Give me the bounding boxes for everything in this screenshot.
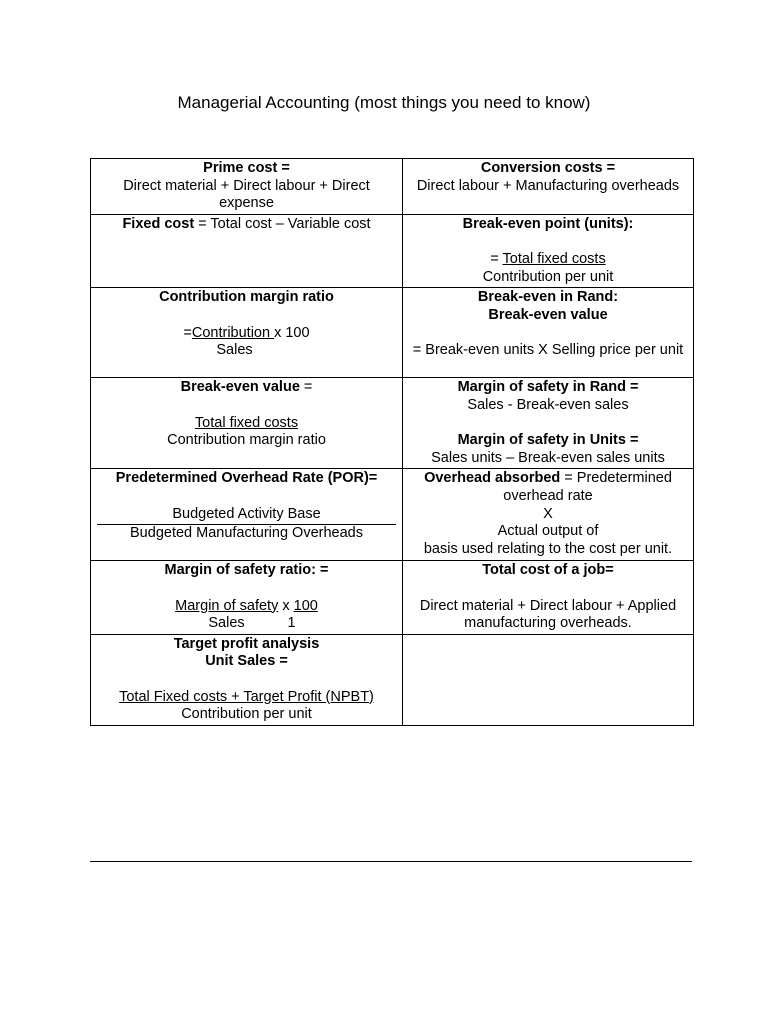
table-row (91, 561, 694, 634)
unit-sales-heading: Unit Sales = (205, 653, 288, 670)
contribution-margin-ratio-denominator: Sales (216, 342, 253, 359)
equals-sign: = (490, 251, 503, 268)
prime-cost-formula: Direct material + Direct labour + Direct expense (123, 177, 370, 212)
conversion-costs-heading: Conversion costs = (480, 160, 616, 176)
multiply-sign: X (543, 505, 553, 522)
hundred-numerator: 100 (293, 597, 318, 614)
por-heading: Predetermined Overhead Rate (POR)= (115, 470, 378, 487)
table-row (91, 288, 694, 378)
break-even-value-heading: Break-even value (180, 379, 300, 396)
overhead-absorbed-heading: Overhead absorbed (424, 470, 561, 487)
margin-of-safety-units-formula: Sales units – Break-even sales units (431, 449, 665, 466)
por-numerator: Budgeted Activity Base (172, 505, 321, 522)
margin-of-safety-cell (403, 378, 694, 469)
fixed-cost-formula: = Total cost – Variable cost (194, 216, 371, 232)
table-row (91, 215, 694, 288)
empty-cell (403, 634, 694, 725)
table-row (91, 378, 694, 469)
break-even-rand-formula: = Break-even units X Selling price per unit (412, 342, 684, 359)
margin-of-safety-ratio-numerator: Margin of safety (175, 597, 279, 614)
break-even-value-numerator: Total fixed costs (194, 414, 299, 431)
total-cost-job-cell (403, 561, 694, 634)
break-even-value-heading: Break-even value (488, 306, 608, 323)
page-title: Managerial Accounting (most things you need to know) (177, 93, 591, 112)
break-even-value-cell (91, 378, 403, 469)
target-profit-cell (91, 634, 403, 725)
overhead-absorbed-line2: Actual output of (497, 523, 599, 540)
target-profit-numerator: Total Fixed costs + Target Profit (NPBT) (119, 688, 374, 705)
overhead-absorbed-line3: basis used relating to the cost per unit. (423, 540, 673, 557)
break-even-units-heading: Break-even point (units): (462, 216, 634, 232)
margin-of-safety-units-heading: Margin of safety in Units = (457, 432, 639, 449)
contribution-margin-ratio-numerator: Contribution (191, 324, 275, 341)
table-row (91, 469, 694, 561)
por-denominator: Budgeted Manufacturing Overheads (130, 525, 363, 542)
conversion-costs-formula: Direct labour + Manufacturing overheads (416, 177, 680, 194)
margin-of-safety-ratio-denominator: Sales (208, 615, 245, 632)
prime-cost-cell (91, 159, 403, 215)
footer-divider (90, 861, 692, 862)
break-even-units-cell (403, 215, 694, 288)
prime-cost-heading: Prime cost = (203, 160, 290, 176)
conversion-costs-cell (403, 159, 694, 215)
break-even-rand-cell (403, 288, 694, 378)
overhead-absorbed-formula: = Predetermined overhead rate (503, 470, 672, 504)
one-denominator: 1 (287, 615, 296, 632)
margin-of-safety-ratio-heading: Margin of safety ratio: = (164, 562, 329, 579)
equals-sign: = (183, 324, 192, 341)
break-even-units-denominator: Contribution per unit (482, 268, 614, 285)
table-row (91, 159, 694, 215)
break-even-rand-heading: Break-even in Rand: (477, 289, 619, 306)
por-cell (91, 469, 403, 561)
contribution-margin-ratio-heading: Contribution margin ratio (159, 289, 334, 306)
formula-table (90, 158, 694, 726)
fixed-cost-heading: Fixed cost (122, 216, 195, 232)
target-profit-denominator: Contribution per unit (181, 706, 312, 723)
total-cost-job-heading: Total cost of a job= (482, 562, 614, 579)
total-cost-job-formula: Direct material + Direct labour + Applied manufacturing overheads. (419, 597, 677, 632)
times-100: x 100 (274, 324, 310, 341)
equals-sign: = (299, 379, 313, 396)
fixed-cost-cell (91, 215, 403, 288)
margin-of-safety-rand-heading: Margin of safety in Rand = (457, 379, 639, 396)
table-row (91, 634, 694, 725)
contribution-margin-ratio-cell (91, 288, 403, 378)
times-sign: x (278, 597, 294, 614)
margin-of-safety-rand-formula: Sales - Break-even sales (467, 396, 629, 413)
overhead-absorbed-cell (403, 469, 694, 561)
break-even-value-denominator: Contribution margin ratio (167, 432, 326, 449)
margin-of-safety-ratio-cell (91, 561, 403, 634)
break-even-units-numerator: Total fixed costs (502, 251, 606, 268)
target-profit-heading: Target profit analysis (173, 635, 320, 652)
